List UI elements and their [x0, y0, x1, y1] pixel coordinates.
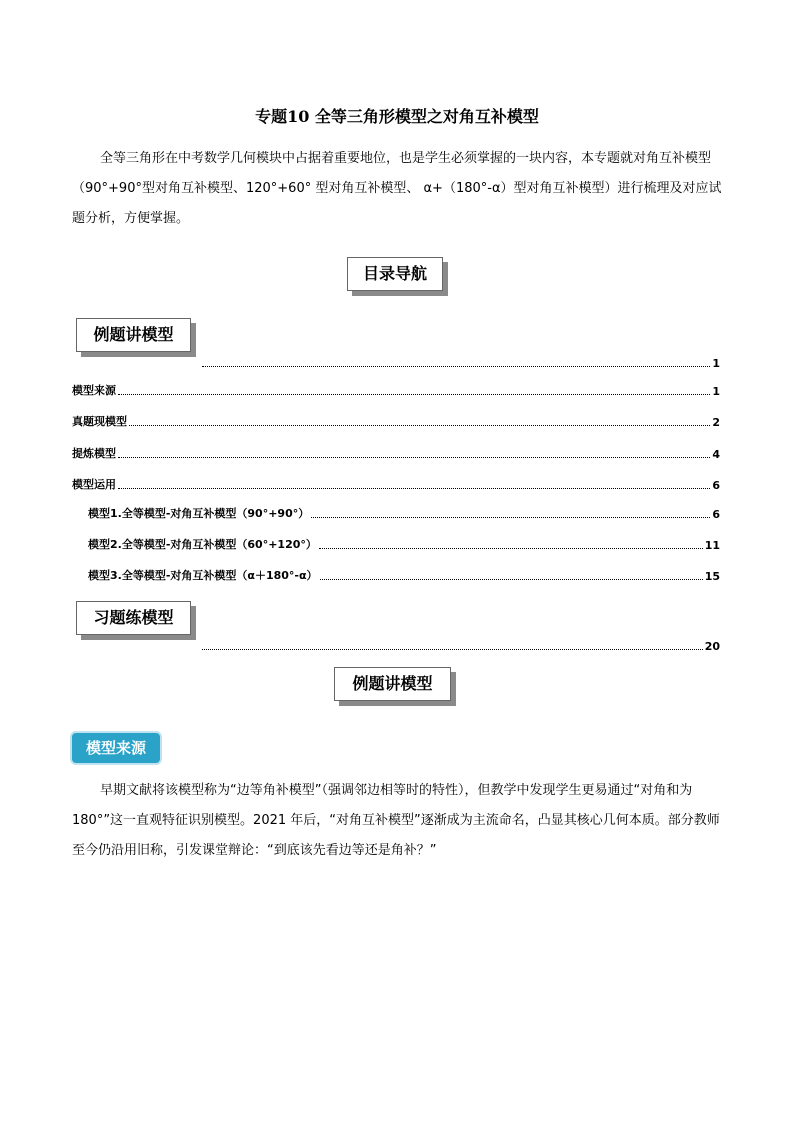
- toc-page: 4: [712, 448, 720, 461]
- toc-leader: [320, 579, 703, 580]
- toc-label: 模型1.全等模型-对角互补模型（90°+90°）: [88, 507, 310, 520]
- toc-entry[interactable]: [88, 534, 720, 552]
- toc-leader: [118, 488, 710, 489]
- toc-page: 20: [704, 640, 720, 653]
- toc-heading: 目录导航: [347, 257, 443, 291]
- toc-page: 11: [704, 539, 720, 552]
- toc-label: 模型来源: [72, 384, 116, 397]
- toc-leader: [202, 366, 710, 367]
- toc-entry[interactable]: [72, 635, 720, 653]
- model-source-paragraph: 早期文献将该模型称为“边等角补模型”（强调邻边相等时的特性），但教学中发现学生更易通过“对角和为 180°”这一直观特征识别模型。2021 年后，“对角互补模型”逐渐成为主流命名，凸显其核心几何本质。部分教师至今仍沿用旧称，引发课堂辩论：“到底该先看边等还是角补？”: [72, 783, 720, 858]
- document-title: 专题10 全等三角形模型之对角互补模型: [255, 107, 539, 126]
- section-example-title: 例题讲模型: [334, 667, 451, 701]
- toc-entry[interactable]: [72, 352, 720, 370]
- toc-entry[interactable]: [72, 411, 720, 429]
- toc-page: 15: [704, 570, 720, 583]
- toc-entry[interactable]: [72, 474, 720, 492]
- toc-page: 1: [712, 357, 720, 370]
- toc-page: 6: [712, 479, 720, 492]
- toc-page: 2: [712, 416, 720, 429]
- toc-label: 模型2.全等模型-对角互补模型（60°+120°）: [88, 538, 317, 551]
- toc-label: 提炼模型: [72, 447, 116, 460]
- model-source-badge: 模型来源: [72, 733, 160, 763]
- toc-leader: [118, 457, 710, 458]
- intro-paragraph: 全等三角形在中考数学几何模块中占据着重要地位，也是学生必须掌握的一块内容，本专题就对角互补模型（90°+90°型对角互补模型、120°+60° 型对角互补模型、 α+（180°-α）型对角互补模型）进行梳理及对应试题分析，方便掌握。: [72, 151, 722, 226]
- toc-label: 真题现模型: [72, 415, 127, 428]
- toc-entry[interactable]: [88, 565, 720, 583]
- toc-label: 模型3.全等模型-对角互补模型（α＋180°-α）: [88, 569, 318, 582]
- toc-leader: [202, 649, 703, 650]
- toc-page: 6: [712, 508, 720, 521]
- toc-leader: [118, 394, 710, 395]
- toc-leader: [129, 425, 710, 426]
- toc-page: 1: [712, 385, 720, 398]
- toc-entry[interactable]: [72, 380, 720, 398]
- toc-label: 模型运用: [72, 478, 116, 491]
- section-exercise-heading: 习题练模型: [76, 601, 191, 635]
- toc-leader: [319, 548, 703, 549]
- toc-entry[interactable]: [88, 503, 720, 521]
- section-example-heading: 例题讲模型: [76, 318, 191, 352]
- toc-leader: [311, 517, 710, 518]
- toc-entry[interactable]: [72, 443, 720, 461]
